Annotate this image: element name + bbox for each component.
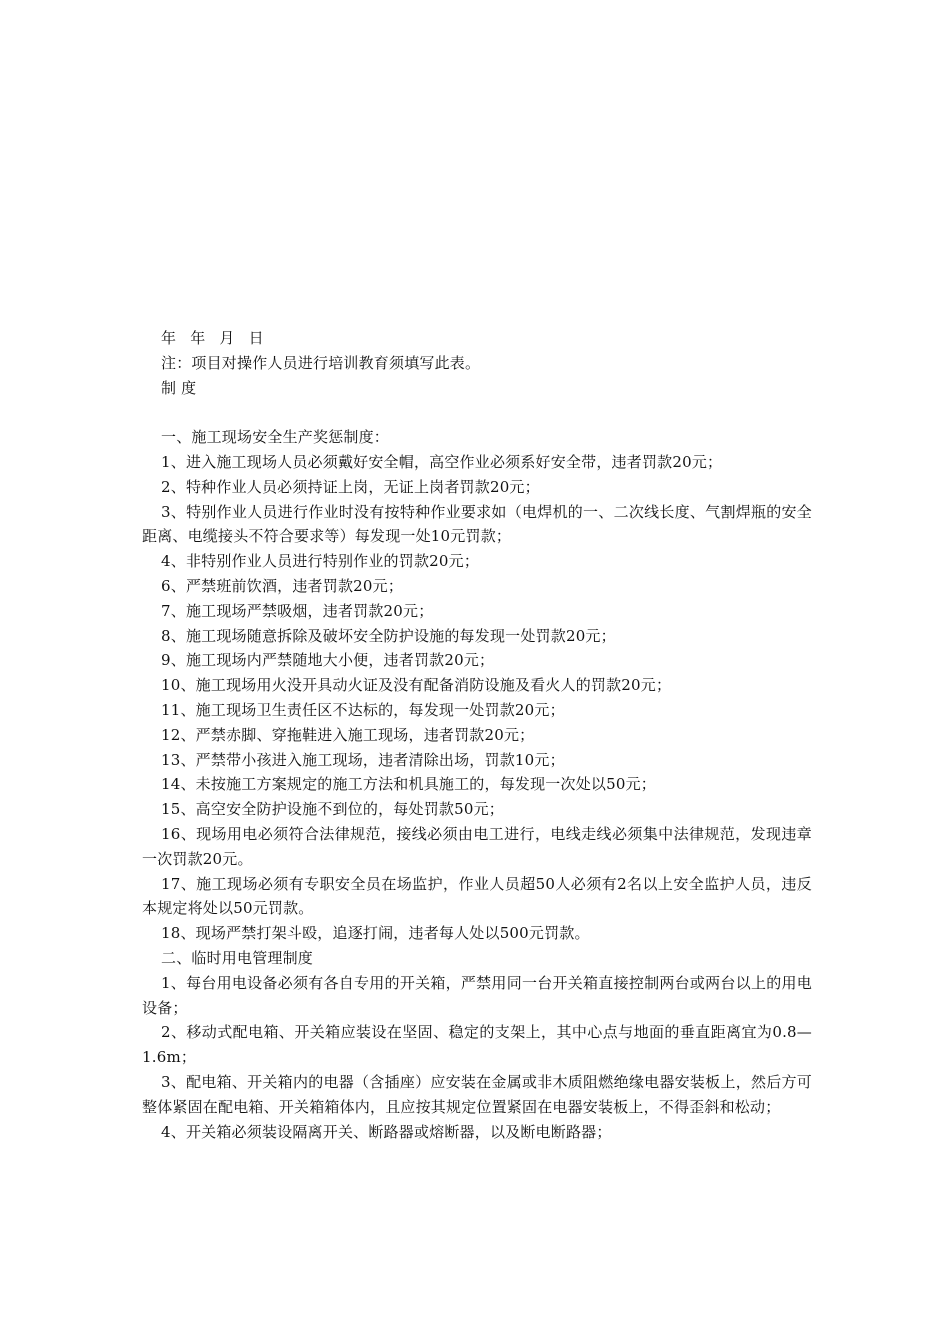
section1-item-16: 16、现场用电必须符合法律规范，接线必须由电工进行，电线走线必须集中法律规范，发现违章一次罚款20元。 — [142, 824, 812, 868]
section1-item-10: 10、施工现场用火没开具动火证及没有配备消防设施及看火人的罚款20元； — [161, 676, 672, 695]
date-line — [142, 326, 812, 351]
blank-line — [142, 400, 812, 425]
section2-heading: 二、临时用电管理制度 — [161, 948, 314, 967]
date-month: 月 — [219, 329, 235, 347]
section1-item-12: 12、严禁赤脚、穿拖鞋进入施工现场，违者罚款20元； — [161, 725, 535, 744]
document-title: 制 度 — [161, 378, 197, 397]
section1-item-8: 8、施工现场随意拆除及破坏安全防护设施的每发现一处罚款20元； — [161, 626, 616, 645]
section1-item-13: 13、严禁带小孩进入施工现场，违者清除出场，罚款10元； — [161, 750, 565, 769]
section1-heading: 一、施工现场安全生产奖惩制度： — [161, 428, 390, 447]
section1-item-18: 18、现场严禁打架斗殴，追逐打闹，违者每人处以500元罚款。 — [161, 924, 590, 943]
section1-item-1: 1、进入施工现场人员必须戴好安全帽，高空作业必须系好安全带，违者罚款20元； — [161, 452, 723, 471]
date-year-2: 年 — [190, 329, 206, 347]
section1-item-11: 11、施工现场卫生责任区不达标的，每发现一处罚款20元； — [161, 700, 565, 719]
section1-item-14: 14、未按施工方案规定的施工方法和机具施工的，每发现一次处以50元； — [161, 775, 656, 794]
section1-item-17: 17、施工现场必须有专职安全员在场监护，作业人员超50人必须有2名以上安全监护人员，违反本规定将处以50元罚款。 — [142, 874, 812, 918]
section1-item-7: 7、施工现场严禁吸烟，违者罚款20元； — [161, 601, 434, 620]
section1-item-9: 9、施工现场内严禁随地大小便，违者罚款20元； — [161, 651, 495, 670]
section1-item-15: 15、高空安全防护设施不到位的，每处罚款50元； — [161, 800, 504, 819]
section2-item-2: 2、移动式配电箱、开关箱应装设在坚固、稳定的支架上，其中心点与地面的垂直距离宜为0.8—1.6m； — [142, 1023, 812, 1067]
note-text: 注：项目对操作人员进行培训教育须填写此表。 — [161, 353, 481, 372]
document-page — [142, 326, 812, 1144]
date-day: 日 — [248, 329, 264, 347]
section1-item-3: 3、特别作业人员进行作业时没有按特种作业要求如（电焊机的一、二次线长度、气割焊瓶的安全距离、电缆接头不符合要求等）每发现一处10元罚款； — [142, 502, 812, 546]
section2-item-1: 1、每台用电设备必须有各自专用的开关箱，严禁用同一台开关箱直接控制两台或两台以上的用电设备； — [142, 973, 812, 1017]
section1-item-4: 4、非特别作业人员进行特别作业的罚款20元； — [161, 552, 480, 571]
section2-item-4: 4、开关箱必须装设隔离开关、断路器或熔断器，以及断电断路器； — [161, 1122, 612, 1141]
section2-item-3: 3、配电箱、开关箱内的电器（含插座）应安装在金属或非木质阻燃绝缘电器安装板上，然后方可整体紧固在配电箱、开关箱箱体内，且应按其规定位置紧固在电器安装板上，不得歪斜和松动； — [142, 1072, 812, 1116]
date-year-1: 年 — [161, 329, 177, 347]
section1-item-2: 2、特种作业人员必须持证上岗，无证上岗者罚款20元； — [161, 477, 540, 496]
section1-item-6: 6、严禁班前饮酒，违者罚款20元； — [161, 576, 404, 595]
